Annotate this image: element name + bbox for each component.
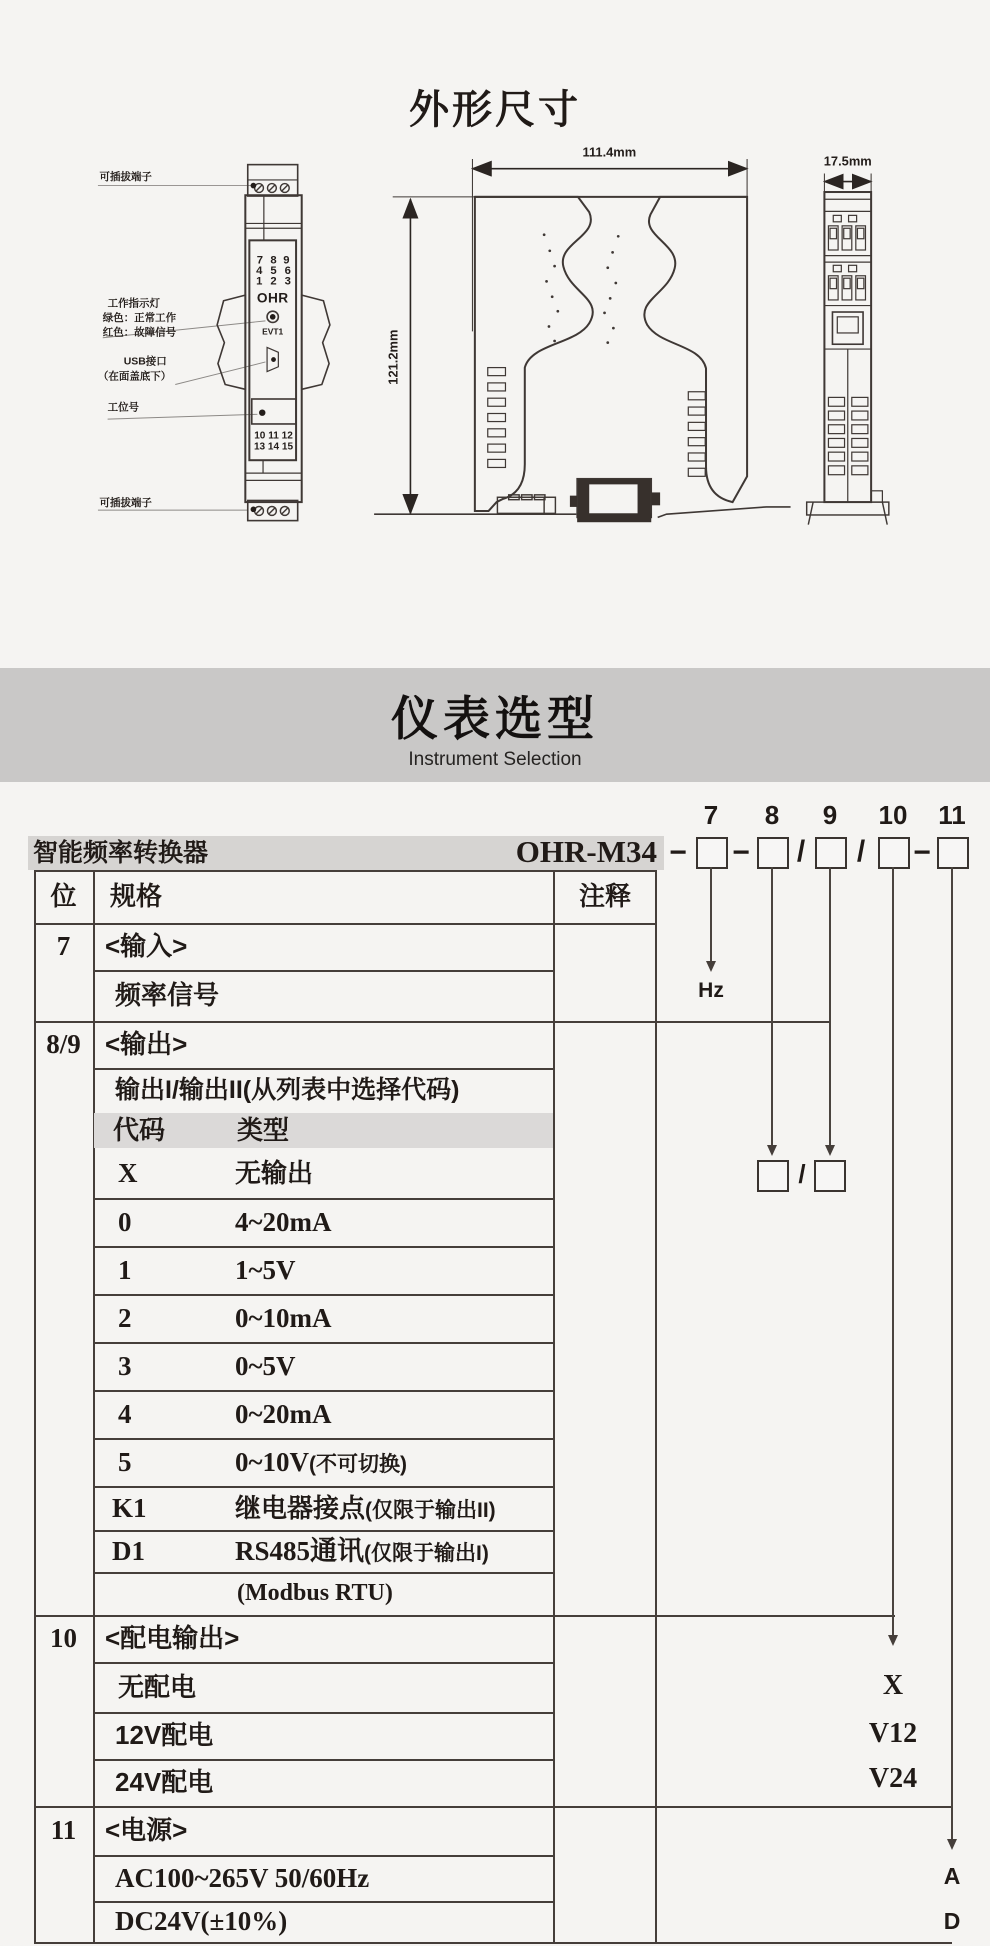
terminal-9: 9 — [283, 254, 290, 267]
table-pos-divider — [93, 870, 95, 1944]
row-dist-24v: 24V配电 — [115, 1767, 214, 1797]
leader-7 — [710, 867, 712, 962]
leader-8-arrow — [767, 1145, 777, 1156]
end-terminals-lower — [828, 265, 865, 300]
screws-top — [255, 184, 290, 193]
code-box-11 — [937, 837, 969, 869]
terminals-131415: 13 14 15 — [253, 441, 294, 453]
dist-code-v24: V24 — [868, 1763, 918, 1794]
header-note: 注释 — [578, 881, 631, 911]
code-X: X — [118, 1158, 138, 1188]
row-line — [93, 970, 553, 972]
leader-9-arrow — [825, 1145, 835, 1156]
side-view-dimension-labels — [386, 145, 637, 385]
power-code-a: A — [943, 1863, 961, 1889]
type-D1: RS485通讯(仅限于输出I) — [235, 1536, 489, 1566]
separator-dash-3: − — [913, 836, 931, 869]
leader-9 — [829, 867, 831, 1146]
row-line — [93, 1486, 553, 1488]
group-line-10 — [34, 1806, 952, 1808]
row-line — [93, 1390, 553, 1392]
row-dist-header: <配电输出> — [105, 1623, 240, 1653]
side-view-drawing — [374, 159, 790, 522]
output2-select-box — [814, 1160, 846, 1192]
label-usb-port: USB接口 — [123, 356, 167, 368]
row-line — [93, 1855, 553, 1857]
code-4: 4 — [118, 1399, 132, 1429]
profile-right-half — [644, 197, 747, 502]
separator-dash-2: − — [732, 836, 750, 869]
leader-hz-label: Hz — [698, 979, 724, 1002]
leader-8 — [771, 867, 773, 1146]
dist-code-x: X — [882, 1670, 904, 1701]
section-banner — [0, 668, 990, 782]
terminal-8: 8 — [270, 254, 277, 267]
digit-7: 7 — [703, 800, 719, 830]
end-terminals-upper — [828, 215, 865, 250]
table-top-border — [34, 870, 657, 872]
row-line — [93, 1759, 553, 1761]
front-view-drawing — [98, 165, 330, 521]
row-line-header — [34, 923, 657, 925]
code-1: 1 — [118, 1255, 132, 1285]
type-1: 1~5V — [235, 1255, 296, 1285]
label-pluggable-terminal-bottom: 可插拔端子 — [99, 498, 152, 510]
row-line — [93, 1198, 553, 1200]
leader-11-arrow — [947, 1839, 957, 1850]
din-rail-right — [302, 295, 330, 389]
row-line — [93, 1712, 553, 1714]
station-number-box — [252, 399, 296, 424]
group-line-7 — [34, 1021, 830, 1023]
row-line — [93, 1068, 553, 1070]
break-dots — [543, 233, 620, 344]
end-width-dimension: 17.5mm — [823, 153, 872, 169]
dimension-drawings — [0, 130, 990, 668]
pos-10: 10 — [50, 1623, 77, 1653]
code-K1: K1 — [112, 1493, 147, 1523]
code-header: 代码 — [113, 1115, 166, 1145]
type-5: 0~10V(不可切换) — [235, 1447, 408, 1477]
type-3: 0~5V — [235, 1351, 296, 1381]
header-spec: 规格 — [110, 881, 163, 911]
terminal-7: 7 — [256, 254, 263, 267]
row-power-ac: AC100~265V 50/60Hz — [115, 1863, 370, 1893]
type-X: 无输出 — [235, 1158, 314, 1188]
pos-11: 11 — [50, 1815, 77, 1845]
digit-11: 11 — [938, 800, 966, 830]
row-line — [93, 1662, 553, 1664]
row-dist-none: 无配电 — [118, 1672, 197, 1702]
type-modbus: (Modbus RTU) — [237, 1580, 393, 1606]
terminals-123: 1 2 3 — [256, 275, 291, 288]
row-line — [93, 1438, 553, 1440]
row-line — [93, 1572, 553, 1574]
type-K1: 继电器接点(仅限于输出II) — [235, 1493, 496, 1523]
row-line — [93, 1901, 553, 1903]
din-clip — [497, 495, 555, 514]
row-input-value: 频率信号 — [115, 980, 220, 1010]
label-red-fault: 红色：故障信号 — [102, 327, 177, 339]
banner-title: 仪表选型 — [391, 692, 599, 745]
banner-subtitle: Instrument Selection — [408, 749, 582, 770]
code-3: 3 — [118, 1351, 132, 1381]
separator-dash-1: − — [669, 836, 687, 869]
table-bottom-border — [34, 1942, 952, 1944]
row-output-header: <输出> — [105, 1029, 188, 1059]
digit-9: 9 — [822, 800, 838, 830]
label-work-indicator: 工作指示灯 — [107, 298, 160, 310]
model-number: OHR-M34 — [515, 834, 657, 869]
digit-8: 8 — [764, 800, 780, 830]
code-0: 0 — [118, 1207, 132, 1237]
code-box-9 — [815, 837, 847, 869]
leader-11 — [951, 867, 953, 1840]
dist-code-v12: V12 — [868, 1718, 918, 1749]
row-output-sub: 输出I/输出II(从列表中选择代码) — [115, 1076, 460, 1104]
code-5: 5 — [118, 1447, 132, 1477]
code-D1: D1 — [112, 1536, 145, 1566]
terminals-456: 4 5 6 — [256, 265, 291, 278]
profile-left-half — [475, 197, 593, 511]
din-rail-left — [217, 295, 245, 389]
row-line — [93, 1294, 553, 1296]
leader-10 — [892, 867, 894, 1636]
height-dimension: 121.2mm — [385, 329, 401, 385]
connector-block — [570, 479, 660, 522]
leader-7-arrow — [706, 961, 716, 972]
pos-89: 8/9 — [46, 1029, 81, 1059]
vent-slots-left — [488, 368, 506, 468]
row-line — [93, 1246, 553, 1248]
row-power-header: <电源> — [105, 1815, 188, 1845]
product-name: 智能频率转换器 — [33, 839, 209, 867]
type-2: 0~10mA — [235, 1303, 332, 1333]
label-under-cover: （在面盖底下） — [97, 371, 172, 383]
label-station-number: 工位号 — [107, 402, 140, 414]
label-pluggable-terminal-top: 可插拔端子 — [99, 171, 152, 183]
brand-logo: OHR — [256, 290, 289, 306]
output-slash: / — [798, 1159, 806, 1189]
led-label: EVT1 — [262, 326, 284, 337]
end-view-drawing — [807, 173, 889, 524]
code-2: 2 — [118, 1303, 132, 1333]
group-line-89 — [34, 1615, 895, 1617]
outline-dimensions-title: 外形尺寸 — [409, 88, 581, 132]
width-dimension: 111.4mm — [582, 144, 637, 160]
type-0: 4~20mA — [235, 1207, 332, 1237]
type-4: 0~20mA — [235, 1399, 332, 1429]
type-header: 类型 — [237, 1115, 290, 1145]
digit-10: 10 — [878, 800, 908, 830]
table-right-border — [655, 870, 657, 1944]
power-code-d: D — [943, 1908, 961, 1934]
row-line — [93, 1530, 553, 1532]
label-green-normal: 绿色：正常工作 — [102, 312, 177, 324]
pos-7: 7 — [56, 931, 71, 961]
separator-slash-2: / — [856, 835, 866, 868]
row-line — [93, 1342, 553, 1344]
row-input-header: <输入> — [105, 931, 188, 961]
row-power-dc: DC24V(±10%) — [115, 1906, 288, 1936]
header-position: 位 — [50, 881, 77, 911]
vent-slots-right — [688, 392, 705, 477]
screws-bottom — [255, 507, 290, 516]
row-dist-12v: 12V配电 — [115, 1720, 214, 1750]
table-note-divider — [553, 870, 555, 1944]
leader-10-arrow — [888, 1635, 898, 1646]
terminals-101112: 10 11 12 — [254, 430, 293, 442]
separator-slash-1: / — [796, 835, 806, 868]
